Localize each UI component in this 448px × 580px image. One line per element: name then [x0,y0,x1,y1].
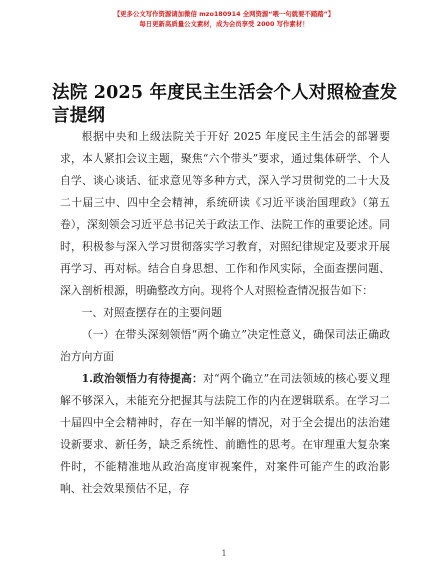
promo-banner-line-2: 每日更新高质量公文素材，成为会员享受 2000 写作素材！ [139,20,309,28]
section-heading: 一、对照查摆存在的主要问题 [81,306,222,319]
item-label: 1.政治领悟力有待提高： [81,372,203,385]
promo-banner-line-1: 【更多公文写作资源请加微信 mzo180914 全网资源“喂一句就要不踏踏”】 [113,10,335,18]
promo-banner [0,9,448,29]
document-title: 法院 2025 年度民主生活会个人对照检查发言提纲 [52,83,398,126]
intro-paragraph: 根据中央和上级法院关于开好 2025 年度民主生活会的部署要求，本人紧扣会议主题，聚焦“六个带头”要求，通过集体研学、个人自学、谈心谈话、征求意见等多种方式，深入学习贯彻党的二十大及二十届三中、四中全会精神，系统研读《习近平谈治国理政》（第五卷），深刻领会习近平总书记关于政法工作、法院工作的重要论述。同时，积极参与深入学习贯彻落实学习教育，对照纪律规定及要求开展再学习、再对标。结合自身思想、工作和作风实际，全面查摆问题、深入剖析根源，明确整改方向。现将个人对照检查情况报告如下： [60,130,390,297]
item-text: 对“两个确立”在司法领域的核心要义理解不够深入，未能充分把握其与法院工作的内在逻辑联系。在学习二十届四中全会精神时，存在一知半解的情况，对于全会提出的法治建设新要求、新任务，缺乏系统性、前瞻性的思考。在审理重大复杂案件时，不能精准地从政治高度审视案件，对案件可能产生的政治影响、社会效果预估不足，存 [60,372,390,495]
subsection-heading: （一）在带头深刻领悟“两个确立”决定性意义，确保司法正确政治方向方面 [60,328,390,363]
document-body [60,126,390,500]
page-number: 1 [221,549,227,558]
item-paragraph [60,368,390,500]
